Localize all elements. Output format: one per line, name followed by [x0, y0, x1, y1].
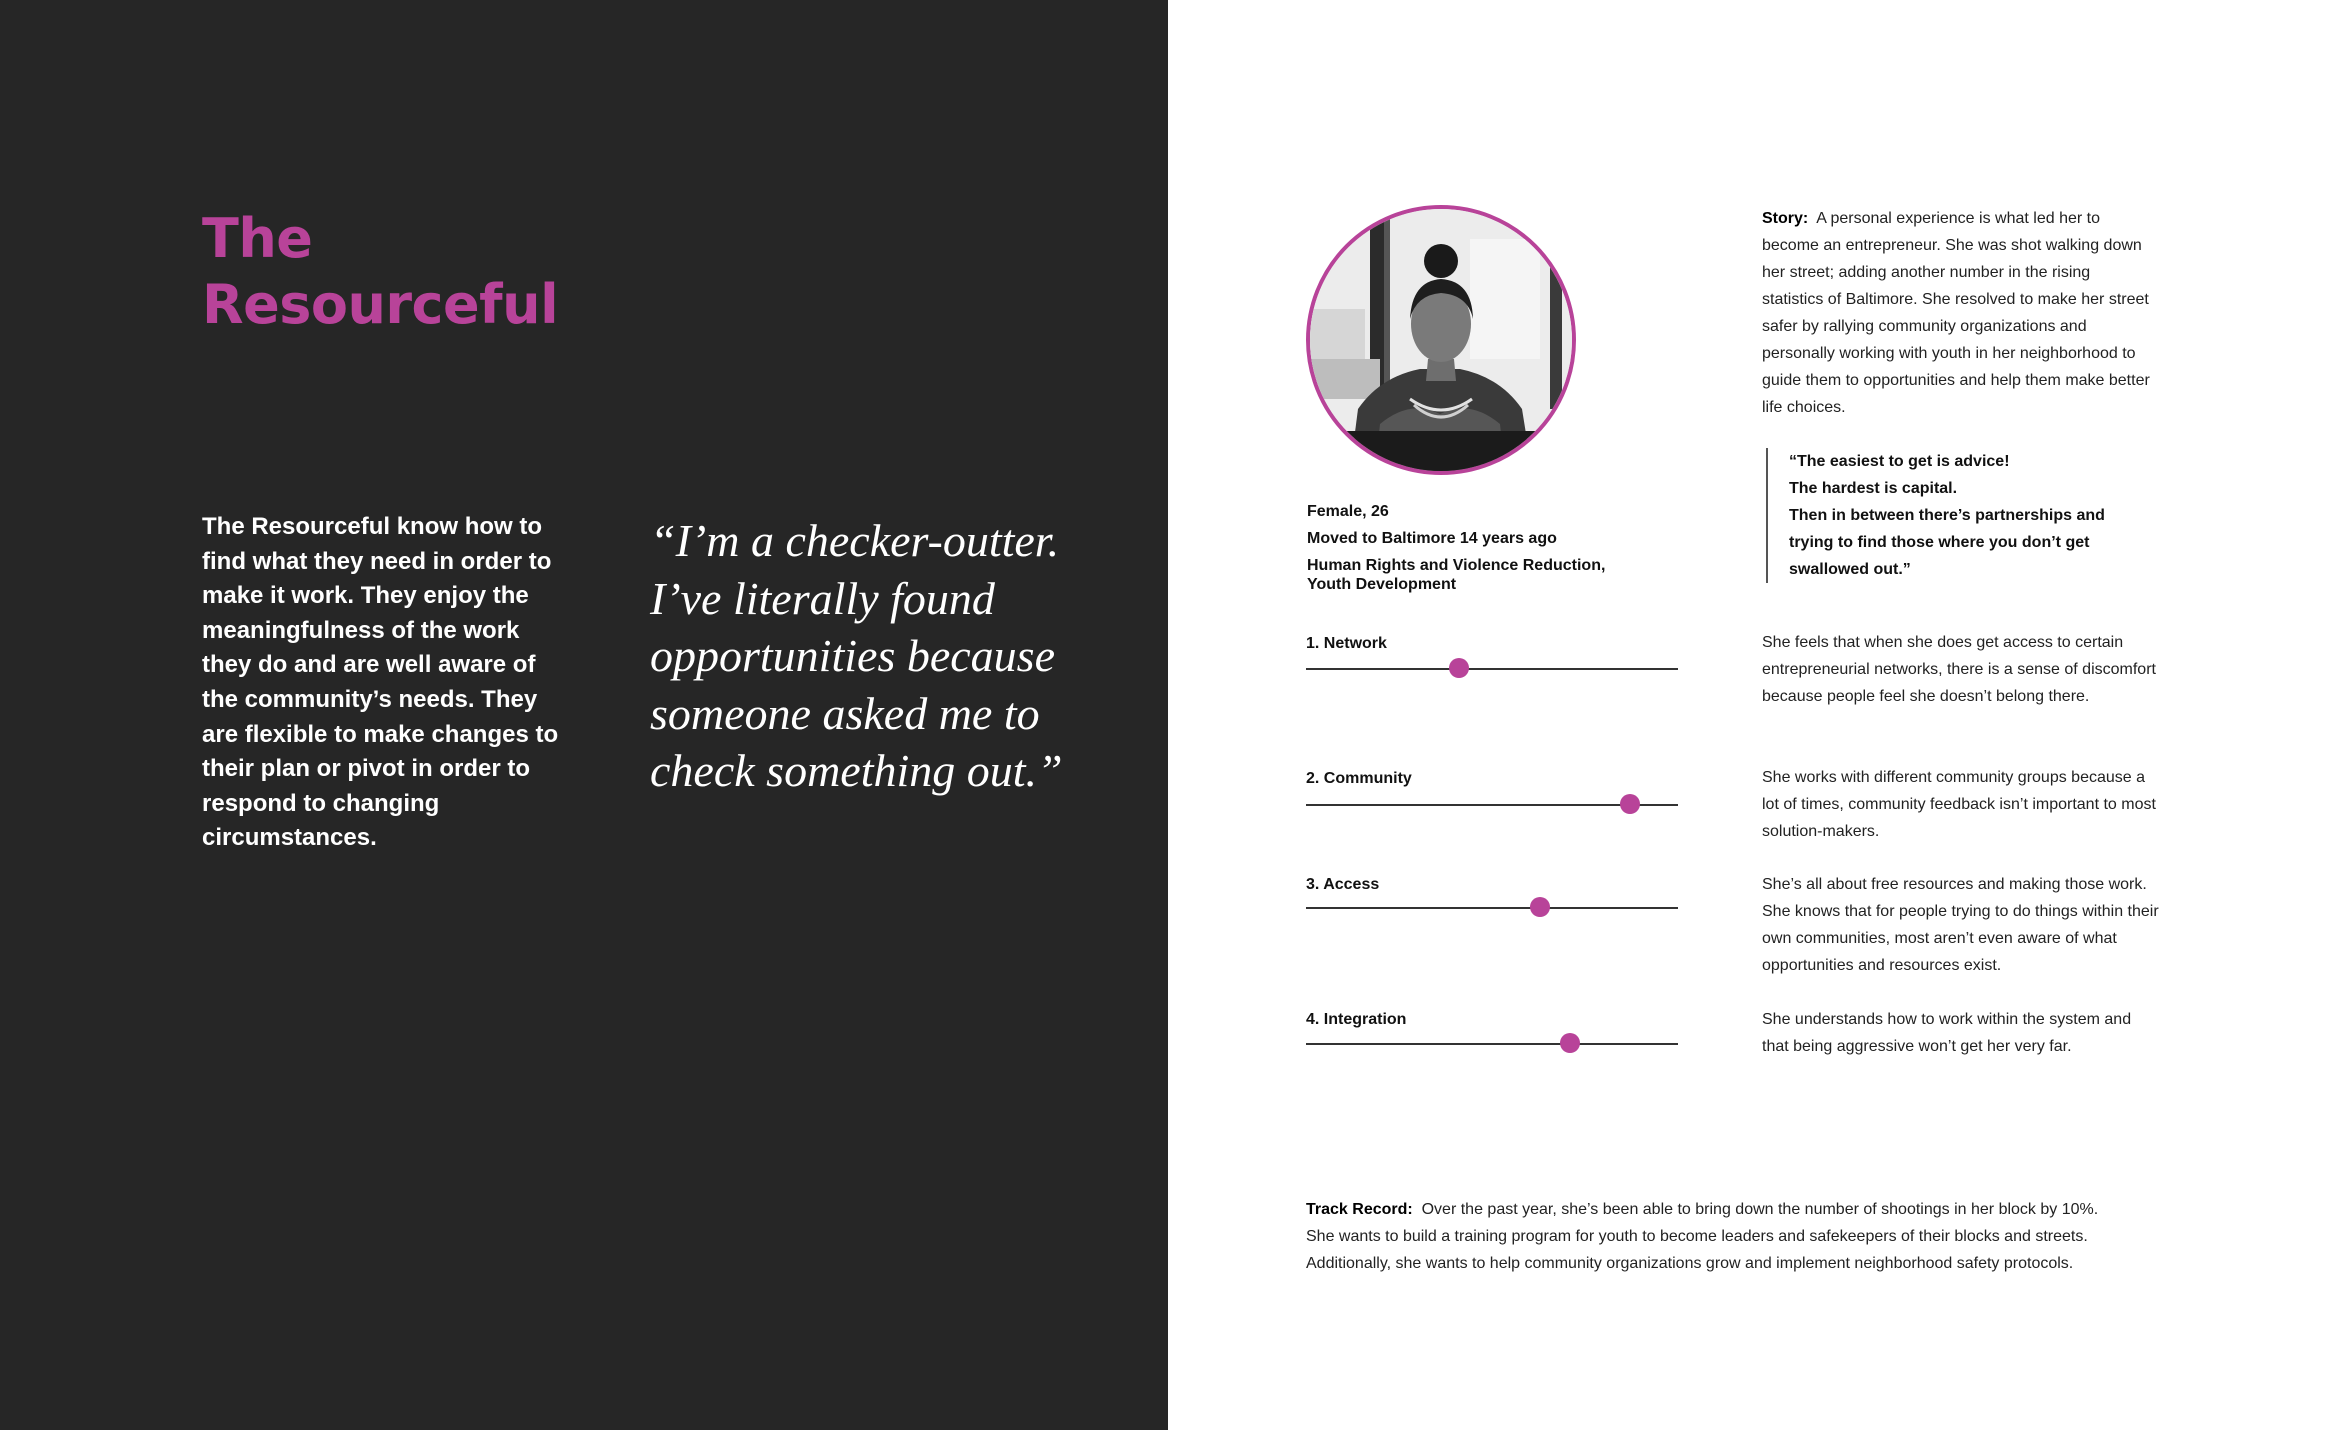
advice-quote-line2: The hardest is capital. [1789, 480, 1958, 497]
story-text [1762, 205, 2152, 421]
track-record-line1 [1306, 1196, 2206, 1223]
metric-access-text: She’s all about free resources and making those work. She knows that for people trying to do things within their own communities, most aren’t even aware of what opportunities and resources exist. [1762, 876, 2159, 974]
advice-quote-line1: “The easiest to get is advice! [1789, 453, 2010, 470]
profile-residence: Moved to Baltimore 14 years ago [1307, 530, 1557, 547]
advice-quote-line5: swallowed out.” [1789, 561, 1911, 578]
track-record-line2: She wants to build a training program for youth to become leaders and safekeepers of their blocks and streets. [1306, 1228, 2088, 1245]
metric-network-text: She feels that when she does get access to certain entrepreneurial networks, there is a sense of discomfort because people feel she doesn’t belong there. [1762, 634, 2156, 705]
metric-network-track [1306, 668, 1678, 670]
persona-avatar [1306, 205, 1576, 475]
profile-focus-line2: Youth Development [1307, 576, 1457, 593]
portrait-illustration [1310, 209, 1572, 471]
metric-community-track [1306, 804, 1678, 806]
metric-network-label: 1. Network [1306, 635, 1387, 652]
profile-demographics: Female, 26 [1307, 503, 1389, 520]
track-record [1306, 1196, 2206, 1277]
track-record-text1: Over the past year, she’s been able to bring down the number of shootings in her block by 10%. [1421, 1201, 2099, 1218]
advice-quote-line3: Then in between there’s partnerships and [1789, 507, 2105, 524]
profile-focus-line1: Human Rights and Violence Reduction, [1307, 557, 1606, 574]
persona-title [202, 206, 558, 338]
metric-community-text: She works with different community groups because a lot of times, community feedback isn’t important to most solution-makers. [1762, 769, 2156, 840]
metric-community-thumb [1620, 794, 1640, 814]
advice-quote [1766, 448, 2179, 583]
metric-integration-text: She understands how to work within the system and that being aggressive won’t get her very far. [1762, 1011, 2132, 1055]
persona-title-line2: Resourceful [202, 273, 559, 336]
track-record-label: Track Record: [1306, 1201, 1413, 1218]
metric-integration-track [1306, 1043, 1678, 1045]
story-label: Story: [1762, 210, 1809, 227]
persona-description: The Resourceful know how to find what they need in order to make it work. They enjoy the meaningfulness of the work they do and are well aware of the community’s needs. They are flexible to make changes to their plan or pivot in order to respond to changing circumstances. [202, 513, 559, 852]
metric-access-track [1306, 907, 1678, 909]
metric-access-label: 3. Access [1306, 876, 1380, 893]
persona-pull-quote: “I’m a checker-outter. I’ve literally found opportunities because someone asked me to check something out.” [650, 515, 1063, 796]
advice-quote-line4: trying to find those where you don’t get [1789, 534, 2090, 551]
story-body: A personal experience is what led her to become an entrepreneur. She was shot walking down her street; adding another number in the rising statistics of Baltimore. She resolved to make her street safer by rallying community organizations and personally working with youth in her neighborhood to guide them to opportunities and help them make better life choices. [1762, 210, 2150, 416]
metric-network-thumb [1449, 658, 1469, 678]
persona-profile [1307, 502, 1647, 602]
persona-title-line1: The [202, 207, 313, 270]
track-record-line3: Additionally, she wants to help community organizations grow and implement neighborhood safety protocols. [1306, 1255, 2074, 1272]
metric-integration-thumb [1560, 1033, 1580, 1053]
metric-integration-label: 4. Integration [1306, 1011, 1407, 1028]
metric-community-label: 2. Community [1306, 770, 1412, 787]
